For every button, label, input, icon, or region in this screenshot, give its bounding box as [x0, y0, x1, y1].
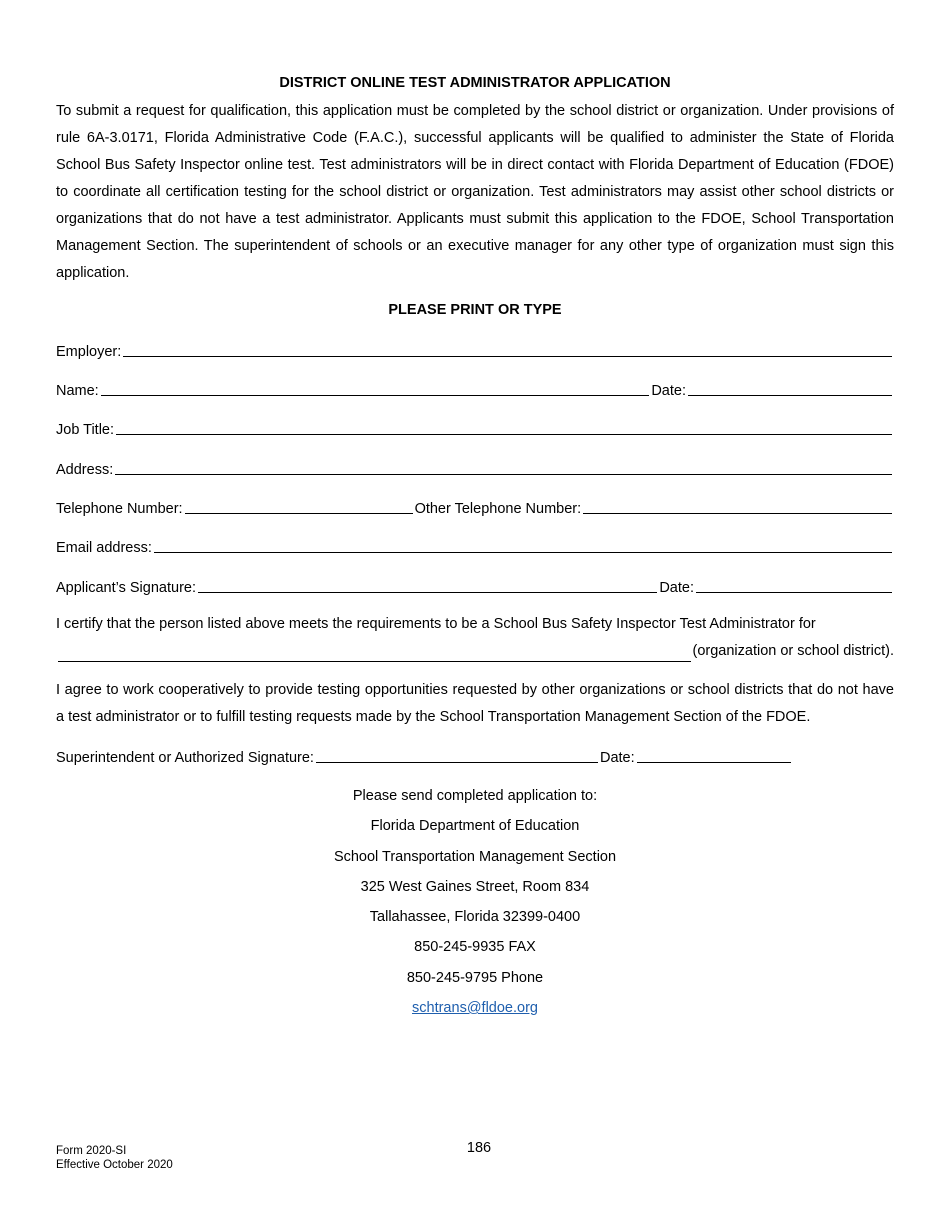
address-city: Tallahassee, Florida 32399-0400 [369, 909, 581, 926]
email-label: Email address: [56, 540, 152, 556]
telephone-field[interactable] [185, 499, 413, 514]
address-org: Florida Department of Education [370, 818, 580, 835]
superintendent-date-label: Date: [599, 750, 635, 766]
certify-block [56, 611, 894, 665]
telephone-label: Telephone Number: [56, 501, 183, 517]
other-telephone-field[interactable] [583, 499, 892, 514]
other-telephone-label: Other Telephone Number: [414, 501, 582, 517]
superintendent-row [56, 746, 894, 766]
telephone-row [56, 497, 894, 517]
page-number: 186 [466, 1140, 492, 1156]
address-fax: 850-245-9935 FAX [414, 939, 536, 956]
address-label: Address: [56, 462, 114, 478]
certify-line [56, 638, 894, 665]
address-field[interactable] [115, 460, 892, 475]
form-number: Form 2020-SI [56, 1145, 127, 1157]
signature-label: Applicant’s Signature: [56, 580, 196, 596]
agree-paragraph: I agree to work cooperatively to provide testing opportunities requested by other organizations or school districts that do not have a test administrator or to fulfill testing requests made by the School Transportation Management Section of the FDOE. [56, 682, 894, 725]
address-row [56, 458, 894, 478]
organization-field[interactable] [58, 647, 691, 662]
email-row [56, 536, 894, 556]
job-title-field[interactable] [116, 420, 892, 435]
print-instruction: PLEASE PRINT OR TYPE [388, 302, 562, 318]
signature-date-field[interactable] [696, 578, 892, 593]
certify-text: I certify that the person listed above meets the requirements to be a School Bus Safety Inspector Test Administrator for [56, 616, 816, 632]
employer-field[interactable] [123, 342, 892, 357]
name-field[interactable] [101, 381, 650, 396]
certify-suffix: (organization or school district). [692, 643, 894, 659]
superintendent-label: Superintendent or Authorized Signature: [56, 750, 314, 766]
signature-date-label: Date: [659, 580, 694, 596]
name-date-label: Date: [651, 383, 686, 399]
intro-paragraph: To submit a request for qualification, this application must be completed by the school district or organization. Under provisions of rule 6A-3.0171, Florida Administrative Code (F.A.C.), successful applicants will be qualified to administer the State of Florida School Bus Safety Inspector online test. Test administrators will be in direct contact with Florida Department of Education (FDOE) to coordinate all certification testing for the school district or organization. Test administrators may assist other school districts or organizations that do not have a test administrator. Applicants must submit this application to the FDOE, School Transportation Management Section. The superintendent of schools or an executive manager for any other type of organization must sign this application. [56, 103, 894, 281]
address-section: School Transportation Management Section [333, 848, 617, 865]
superintendent-date-field[interactable] [637, 748, 791, 763]
send-heading: Please send completed application to: [352, 788, 598, 804]
superintendent-signature-field[interactable] [316, 748, 598, 763]
employer-label: Employer: [56, 344, 122, 360]
name-label: Name: [56, 383, 99, 399]
address-phone: 850-245-9795 Phone [406, 969, 544, 986]
effective-date: Effective October 2020 [56, 1159, 173, 1171]
signature-row [56, 576, 894, 596]
signature-field[interactable] [198, 578, 657, 593]
page-title: DISTRICT ONLINE TEST ADMINISTRATOR APPLICATION [279, 75, 671, 91]
job-title-row [56, 418, 894, 438]
email-field[interactable] [154, 538, 892, 553]
employer-row [56, 340, 894, 360]
mailing-address-block [56, 784, 894, 1026]
address-street: 325 West Gaines Street, Room 834 [360, 878, 590, 895]
name-date-field[interactable] [688, 381, 892, 396]
email-link[interactable]: schtrans@fldoe.org [412, 1000, 538, 1017]
job-title-label: Job Title: [56, 422, 115, 438]
name-row [56, 379, 894, 399]
